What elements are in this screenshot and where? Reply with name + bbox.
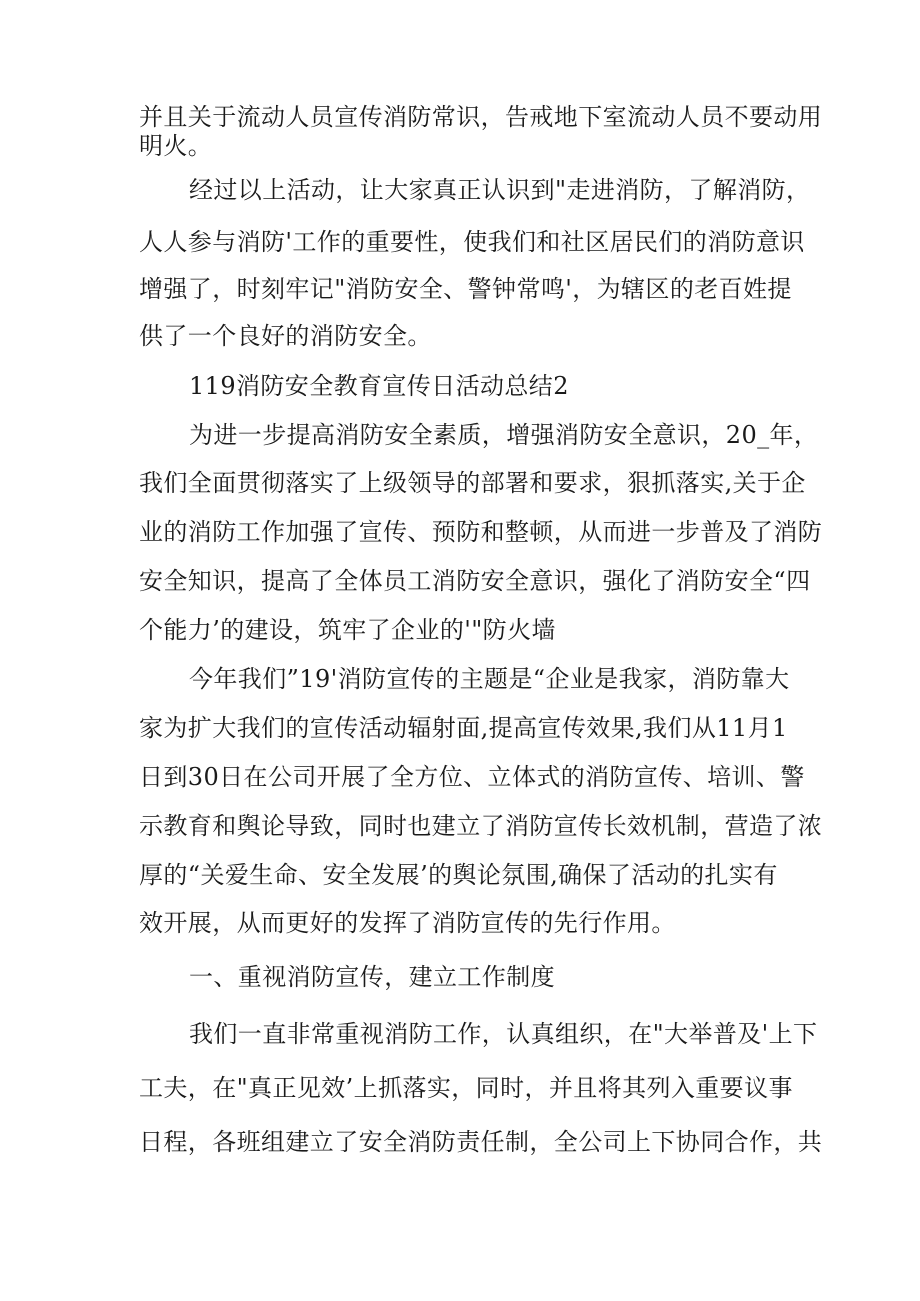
- text-line: 厚的“关爱生命、安全发展’的舆论氛围,确保了活动的扎实有: [139, 861, 778, 889]
- text-line: 经过以上活动，让大家真正认识到"走进消防，了解消防，: [189, 176, 811, 204]
- text-line: 工夫，在"真正见效’上抓落实，同时，并且将其列入重要议事: [139, 1074, 793, 1102]
- text-line: 安全知识，提高了全体员工消防安全意识，强化了消防安全“四: [139, 567, 811, 595]
- text-line: 日程，各班组建立了安全消防责任制，全公司上下协同合作，共: [139, 1128, 823, 1156]
- text-line: 增强了，时刻牢记"消防安全、警钟常鸣'，为辖区的老百姓提: [139, 275, 792, 303]
- text-line: 个能力’的建设，筑牢了企业的'"防火墙: [139, 616, 556, 644]
- subheading: 一、重视消防宣传，建立工作制度: [189, 963, 555, 991]
- text-line: 我们一直非常重视消防工作，认真组织，在"大举普及'上下: [189, 1020, 818, 1048]
- text-line: 日到30日在公司开展了全方位、立体式的消防宣传、培训、警: [139, 763, 805, 791]
- text-line: 明火。: [139, 132, 213, 160]
- text-line: 我们全面贯彻落实了上级领导的部署和要求，狠抓落实,关于企: [139, 469, 806, 497]
- text-line: 为进一步提高消防安全素质，增强消防安全意识，20_年，: [189, 421, 819, 449]
- text-line: 并且关于流动人员宣传消防常识，告戒地下室流动人员不要动用: [139, 103, 823, 131]
- text-line: 家为扩大我们的宣传活动辐射面,提高宣传效果,我们从11月1: [139, 714, 788, 742]
- text-line: 效开展，从而更好的发挥了消防宣传的先行作用。: [139, 909, 676, 937]
- section-heading: 119消防安全教育宣传日活动总结2: [189, 372, 569, 400]
- text-line: 示教育和舆论导致，同时也建立了消防宣传长效机制，营造了浓: [139, 812, 823, 840]
- text-line: 供了一个良好的消防安全。: [139, 322, 432, 350]
- text-line: 业的消防工作加强了宣传、预防和整顿，从而进一步普及了消防: [139, 518, 823, 546]
- text-line: 人人参与消防'工作的重要性，使我们和社区居民们的消防意识: [139, 228, 805, 256]
- text-line: 今年我们”19'消防宣传的主题是“企业是我家，消防靠大: [189, 665, 790, 693]
